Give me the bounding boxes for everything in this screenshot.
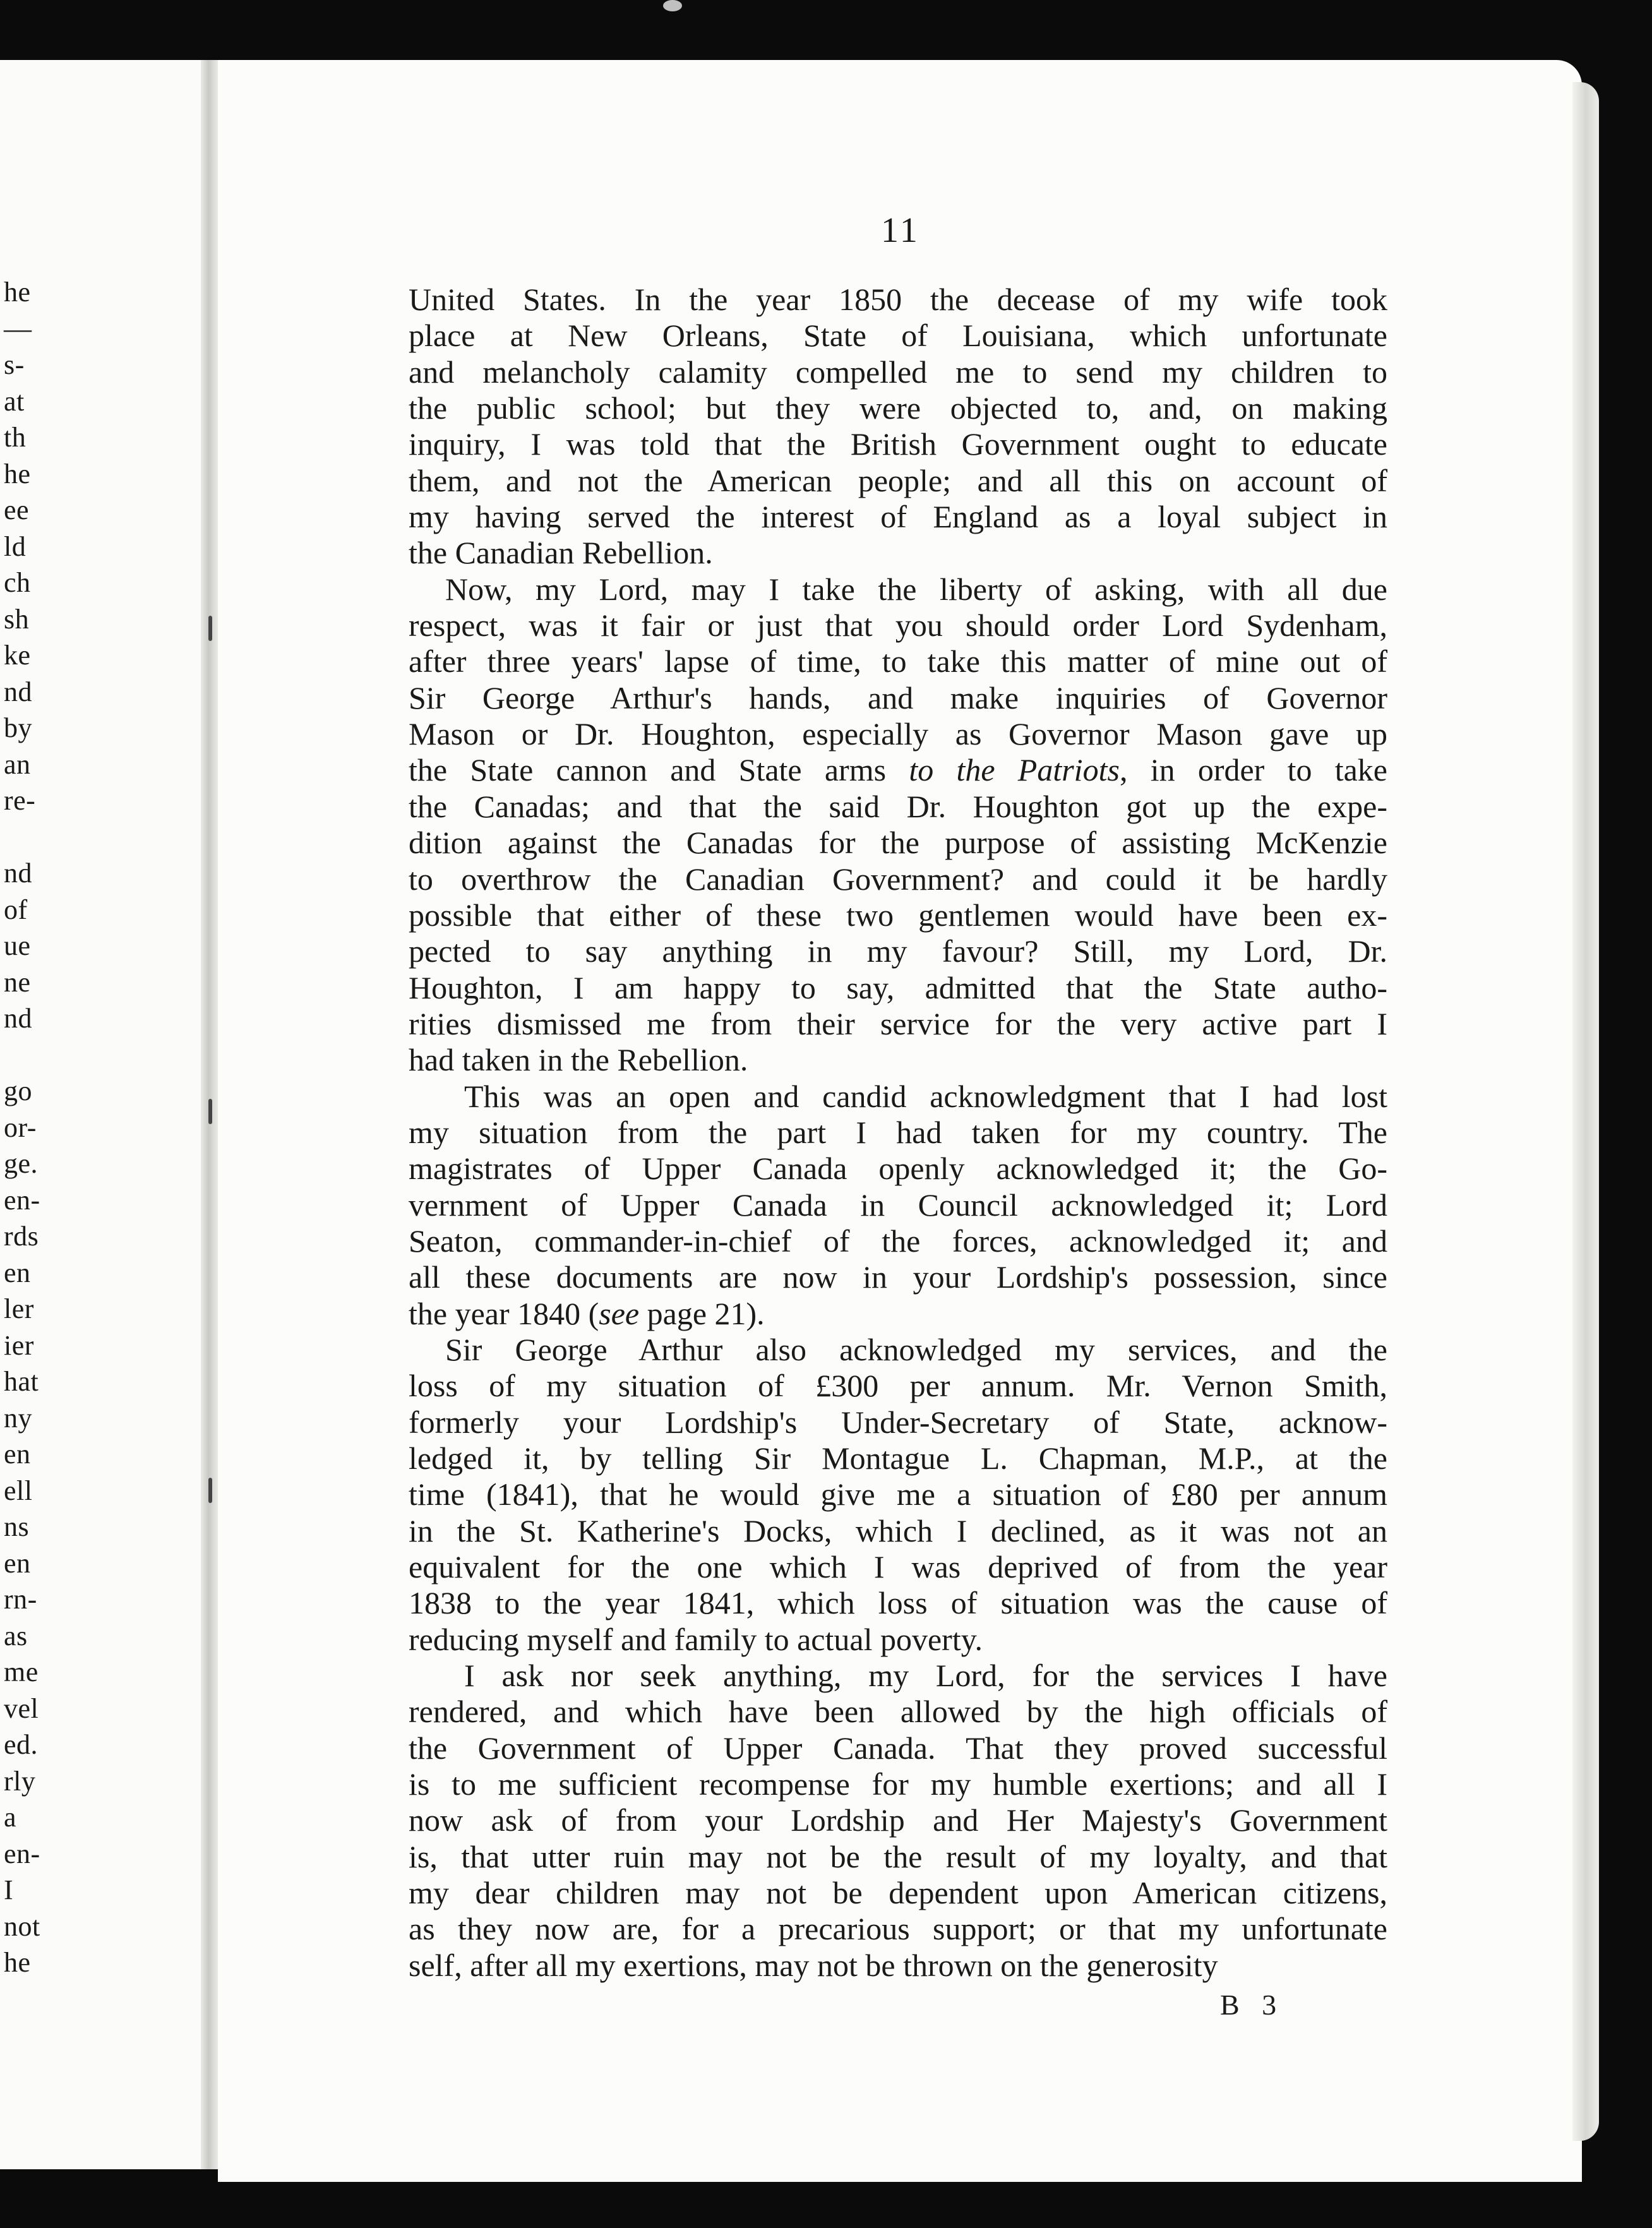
text-line: time (1841), that he would give me a situation of £80 per annum [409, 1476, 1387, 1512]
page-edge [1572, 82, 1599, 2141]
text-line: formerly your Lordship's Under-Secretary of State, acknow- [409, 1404, 1387, 1440]
text-line: pected to say anything in my favour? Still, my Lord, Dr. [409, 933, 1387, 969]
text-line: inquiry, I was told that the British Government ought to educate [409, 426, 1387, 462]
text-line: loss of my situation of £300 per annum. Mr. Vernon Smith, [409, 1368, 1387, 1404]
fragment-line: hat [4, 1366, 39, 1397]
text-line: rities dismissed me from their service for the very active part I [409, 1005, 1387, 1041]
text-line: my dear children may not be dependent upon American citizens, [409, 1875, 1387, 1911]
text-line: Sir George Arthur also acknowledged my services, and the [445, 1331, 1387, 1367]
fragment-line: rn- [4, 1584, 37, 1615]
fragment-line: not [4, 1910, 40, 1942]
signature-mark: B 3 [1220, 1989, 1284, 2021]
fragment-line: ue [4, 930, 31, 961]
text-line: and melancholy calamity compelled me to send my children to [409, 354, 1387, 390]
fragment-line: en [4, 1439, 31, 1470]
fragment-line: at [4, 385, 25, 417]
fragment-line: re- [4, 785, 36, 816]
margin-mark [208, 1478, 212, 1503]
margin-mark [208, 1099, 212, 1124]
text-line: Mason or Dr. Houghton, especially as Governor Mason gave up [409, 716, 1387, 752]
fragment-line: me [4, 1656, 39, 1687]
text-line: Houghton, I am happy to say, admitted that the State autho- [409, 969, 1387, 1005]
text-line: possible that either of these two gentlemen would have been ex- [409, 897, 1387, 933]
text-line: respect, was it fair or just that you should order Lord Sydenham, [409, 608, 1387, 644]
fragment-line: ler [4, 1293, 34, 1324]
fragment-line: he [4, 1947, 31, 1978]
fragment-line: go [4, 1075, 32, 1106]
fragment-line: I [4, 1874, 14, 1905]
text-line: them, and not the American people; and all this on account of [409, 462, 1387, 498]
fragment-line: ns [4, 1511, 30, 1542]
text-line: is to me sufficient recompense for my humble exertions; and all I [409, 1766, 1387, 1802]
fragment-line: s- [4, 349, 25, 380]
fragment-line: — [4, 313, 32, 344]
fragment-line: th [4, 422, 27, 453]
fragment-line: ge. [4, 1148, 39, 1179]
text-line: in the St. Katherine's Docks, which I declined, as it was not an [409, 1512, 1387, 1548]
text-line: the Canadas; and that the said Dr. Houghton got up the expe- [409, 788, 1387, 824]
text-line: Seaton, commander-in-chief of the forces, acknowledged it; and [409, 1223, 1387, 1259]
text-line: the public school; but they were objected to, and, on making [409, 390, 1387, 426]
text-line: the year 1840 (see page 21). [409, 1295, 765, 1331]
fragment-line: vel [4, 1692, 39, 1724]
text-line: the State cannon and State arms to the Patriots, in order to take [409, 752, 1387, 788]
body-text [409, 282, 1387, 1984]
margin-mark [208, 616, 212, 641]
fragment-line: ld [4, 530, 27, 562]
text-line: dition against the Canadas for the purpose of assisting McKenzie [409, 825, 1387, 861]
text-line: self, after all my exertions, may not be thrown on the generosity [409, 1947, 1218, 1983]
fragment-line: nd [4, 858, 32, 889]
text-line: the Canadian Rebellion. [409, 535, 713, 571]
fragment-line: by [4, 712, 32, 743]
scan-artifact [663, 0, 682, 11]
fragment-line: ier [4, 1329, 34, 1361]
fragment-line: en- [4, 1838, 40, 1869]
text-line: This was an open and candid acknowledgment that I had lost [464, 1078, 1387, 1114]
fragment-line: en [4, 1257, 31, 1288]
fragment-line: rds [4, 1221, 39, 1252]
text-line: United States. In the year 1850 the decease of my wife took [409, 282, 1387, 317]
fragment-line: nd [4, 1003, 32, 1034]
text-line: Now, my Lord, may I take the liberty of asking, with all due [445, 571, 1387, 607]
fragment-line: an [4, 748, 31, 780]
fragment-line: en- [4, 1184, 40, 1216]
fragment-line: sh [4, 603, 30, 635]
fragment-line: en [4, 1547, 31, 1579]
fragment-line: he [4, 277, 31, 308]
fragment-line: of [4, 894, 28, 925]
fragment-line: as [4, 1620, 28, 1651]
fragment-line: a [4, 1802, 17, 1833]
text-line: magistrates of Upper Canada openly acknowledged it; the Go- [409, 1151, 1387, 1187]
text-line: I ask nor seek anything, my Lord, for the services I have [464, 1658, 1387, 1694]
text-line: ledged it, by telling Sir Montague L. Chapman, M.P., at the [409, 1440, 1387, 1476]
text-line: rendered, and which have been allowed by the high officials of [409, 1694, 1387, 1730]
text-line: 1838 to the year 1841, which loss of situation was the cause of [409, 1585, 1387, 1621]
text-line: Sir George Arthur's hands, and make inquiries of Governor [409, 680, 1387, 716]
fragment-line: ny [4, 1402, 32, 1434]
text-line: all these documents are now in your Lordship's possession, since [409, 1259, 1387, 1295]
text-line: to overthrow the Canadian Government? and could it be hardly [409, 861, 1387, 897]
fragment-line: nd [4, 676, 32, 707]
facing-page-text [0, 60, 215, 2169]
fragment-line: rly [4, 1765, 36, 1797]
text-line: my having served the interest of England as a loyal subject in [409, 499, 1387, 535]
fragment-line: he [4, 458, 31, 489]
fragment-line: or- [4, 1111, 37, 1143]
text-line: equivalent for the one which I was deprived of from the year [409, 1549, 1387, 1585]
page-number: 11 [881, 211, 920, 250]
text-line: the Government of Upper Canada. That they proved successful [409, 1730, 1387, 1766]
fragment-line: ch [4, 567, 31, 598]
text-line: my situation from the part I had taken for my country. The [409, 1114, 1387, 1150]
fragment-line: ell [4, 1475, 33, 1506]
fragment-line: ee [4, 494, 30, 525]
text-line: as they now are, for a precarious support; or that my unfortunate [409, 1911, 1387, 1947]
text-line: vernment of Upper Canada in Council acknowledged it; Lord [409, 1187, 1387, 1223]
fragment-line: ed. [4, 1729, 39, 1760]
facing-page-fragment [0, 60, 215, 2169]
text-line: had taken in the Rebellion. [409, 1042, 748, 1078]
text-line: reducing myself and family to actual poverty. [409, 1621, 983, 1657]
fragment-line: ke [4, 640, 31, 671]
text-line: is, that utter ruin may not be the result of my loyalty, and that [409, 1838, 1387, 1874]
fragment-line: ne [4, 966, 31, 998]
text-line: now ask of from your Lordship and Her Majesty's Government [409, 1802, 1387, 1838]
text-line: place at New Orleans, State of Louisiana, which unfortunate [409, 318, 1387, 354]
text-line: after three years' lapse of time, to take this matter of mine out of [409, 644, 1387, 680]
